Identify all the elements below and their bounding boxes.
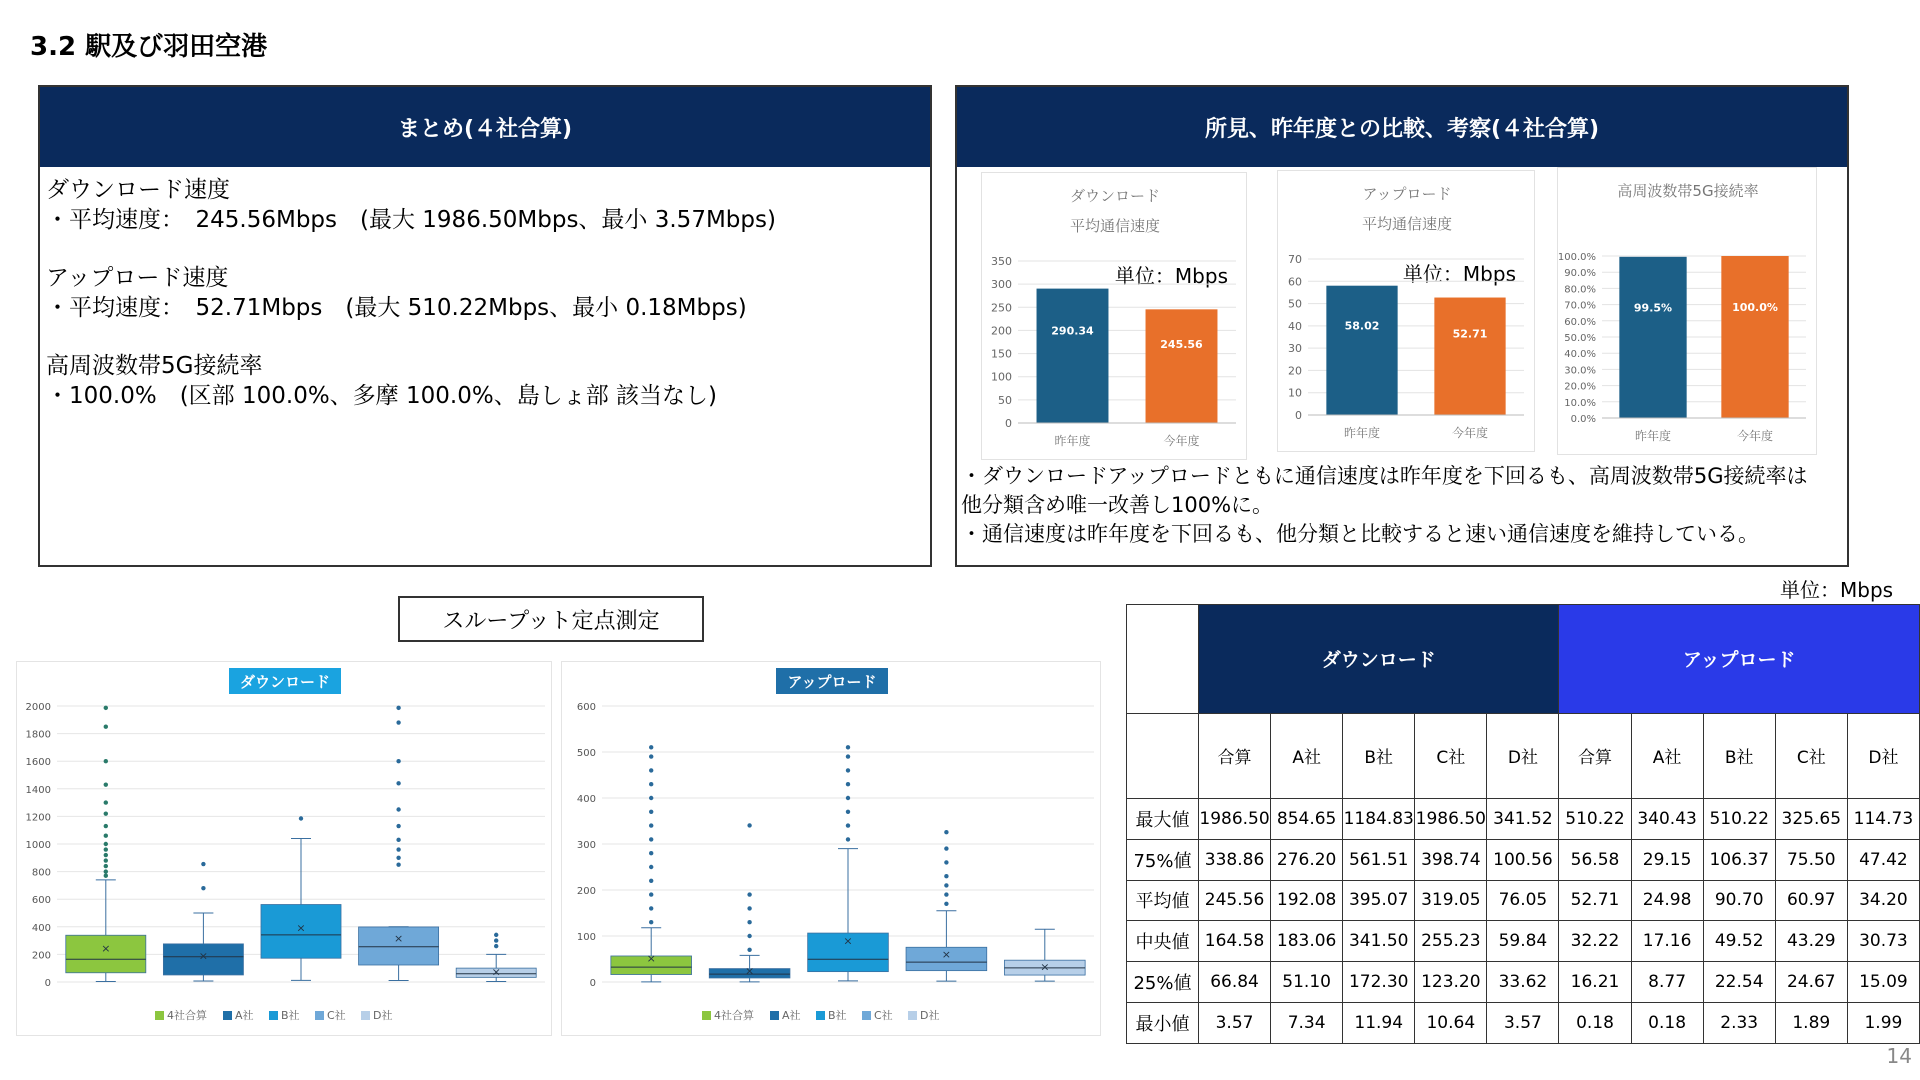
outlier-point <box>104 811 108 815</box>
outlier-point <box>649 823 653 827</box>
y-tick-label: 1600 <box>25 757 51 769</box>
findings-line-2: 他分類含め唯一改善し100%に。 <box>961 493 1274 517</box>
y-tick-label: 0 <box>1005 417 1012 430</box>
outlier-point <box>846 782 850 786</box>
table-cell: 15.09 <box>1847 962 1919 1003</box>
bar-1 <box>1146 309 1218 423</box>
x-tick-label: 今年度 <box>1163 434 1200 448</box>
outlier-point <box>396 706 400 710</box>
outlier-point <box>649 892 653 896</box>
y-tick-label: 1000 <box>25 840 51 851</box>
table-row <box>1127 798 1920 839</box>
table-corner-2 <box>1127 713 1199 798</box>
y-tick-label: 150 <box>991 347 1012 361</box>
table-cell: 8.77 <box>1631 962 1703 1003</box>
table-cell: 106.37 <box>1703 839 1775 880</box>
table-cell: 3.57 <box>1199 1003 1271 1044</box>
y-tick-label: 1800 <box>25 729 51 741</box>
y-tick-label: 10.0% <box>1564 397 1596 409</box>
table-download-header: ダウンロード <box>1199 605 1559 714</box>
outlier-point <box>104 759 108 763</box>
table-cell: 66.84 <box>1199 962 1271 1003</box>
column-header: A社 <box>1631 713 1703 798</box>
legend-label: A社 <box>782 1009 801 1022</box>
page-title: 3.2 駅及び羽田空港 <box>30 32 268 62</box>
box-title: ダウンロード <box>239 673 331 691</box>
chart-title-line: ダウンロード <box>1069 187 1161 205</box>
table-cell: 51.10 <box>1271 962 1343 1003</box>
table-cell: 22.54 <box>1703 962 1775 1003</box>
outlier-point <box>104 782 108 786</box>
row-label: 最小値 <box>1127 1003 1199 1044</box>
y-tick-label: 60 <box>1288 275 1302 289</box>
legend-swatch <box>223 1011 232 1020</box>
mean-marker: × <box>1040 960 1050 974</box>
table-cell: 24.98 <box>1631 880 1703 921</box>
y-tick-label: 10 <box>1288 386 1302 400</box>
outlier-point <box>104 800 108 804</box>
outlier-point <box>494 933 498 937</box>
y-tick-label: 0 <box>589 978 596 989</box>
outlier-point <box>104 725 108 729</box>
table-cell: 32.22 <box>1559 921 1631 962</box>
legend-swatch <box>702 1011 711 1020</box>
x-tick-label: 昨年度 <box>1634 429 1672 443</box>
y-tick-label: 300 <box>576 840 596 851</box>
mean-marker: × <box>101 942 111 956</box>
y-tick-label: 30.0% <box>1564 365 1596 377</box>
outlier-point <box>747 823 751 827</box>
outlier-point <box>944 830 948 834</box>
y-tick-label: 30 <box>1288 342 1302 356</box>
outlier-point <box>396 807 400 811</box>
upload-heading: アップロード速度 <box>46 265 229 291</box>
column-header: D社 <box>1847 713 1919 798</box>
bar-1 <box>1434 298 1505 415</box>
legend-label: A社 <box>235 1009 254 1022</box>
legend-swatch <box>155 1011 164 1020</box>
table-cell: 52.71 <box>1559 880 1631 921</box>
chart-unit-label: 単位：Mbps <box>1114 264 1228 288</box>
table-cell: 1.89 <box>1775 1003 1847 1044</box>
y-tick-label: 2000 <box>25 702 51 713</box>
table-cell: 276.20 <box>1271 839 1343 880</box>
table-cell: 17.16 <box>1631 921 1703 962</box>
outlier-point <box>747 948 751 952</box>
table-row <box>1127 1003 1920 1044</box>
mean-marker: × <box>744 964 755 978</box>
fiveg-line: ・100.0% (区部 100.0%、多摩 100.0%、島しょ部 該当なし) <box>46 383 717 409</box>
outlier-point <box>201 862 205 866</box>
table-row <box>1127 921 1920 962</box>
page-number: 14 <box>1886 1044 1912 1068</box>
y-tick-label: 200 <box>576 886 596 897</box>
table-row <box>1127 962 1920 1003</box>
outlier-point <box>846 754 850 758</box>
row-label: 平均値 <box>1127 880 1199 921</box>
outlier-point <box>944 846 948 850</box>
table-cell: 340.43 <box>1631 798 1703 839</box>
outlier-point <box>396 759 400 763</box>
y-tick-label: 600 <box>31 895 51 907</box>
table-cell: 1.99 <box>1847 1003 1919 1044</box>
throughput-label: スループット定点測定 <box>398 596 704 642</box>
x-tick-label: 今年度 <box>1736 429 1774 443</box>
bar-value-label: 100.0% <box>1732 301 1778 315</box>
table-cell: 1986.50 <box>1199 798 1271 839</box>
findings-line-1: ・ダウンロードアップロードともに通信速度は昨年度を下回るも、高周波数帯5G接続率は <box>961 464 1808 488</box>
y-tick-label: 80.0% <box>1564 284 1596 296</box>
outlier-point <box>201 886 205 890</box>
upload-avg-chart <box>1277 170 1535 452</box>
outlier-point <box>846 837 850 841</box>
table-cell: 43.29 <box>1775 921 1847 962</box>
bar-0 <box>1326 286 1397 415</box>
y-tick-label: 100 <box>991 370 1012 384</box>
legend-label: D社 <box>373 1009 393 1022</box>
y-tick-label: 1400 <box>25 784 51 796</box>
row-label: 25%値 <box>1127 962 1199 1003</box>
table-cell: 114.73 <box>1847 798 1919 839</box>
table-cell: 398.74 <box>1415 839 1487 880</box>
outlier-point <box>494 938 498 942</box>
fiveg-heading: 高周波数帯5G接続率 <box>46 353 263 379</box>
x-tick-label: 昨年度 <box>1054 434 1091 448</box>
legend-swatch <box>816 1011 825 1020</box>
legend-swatch <box>862 1011 871 1020</box>
outlier-point <box>944 902 948 906</box>
y-tick-label: 70 <box>1288 253 1302 266</box>
table-cell: 325.65 <box>1775 798 1847 839</box>
y-tick-label: 300 <box>991 278 1012 292</box>
mean-marker: × <box>393 931 404 945</box>
table-cell: 1986.50 <box>1415 798 1487 839</box>
outlier-point <box>649 920 653 924</box>
y-tick-label: 60.0% <box>1564 316 1596 328</box>
legend-label: B社 <box>828 1009 847 1022</box>
y-tick-label: 70.0% <box>1564 300 1596 312</box>
table-cell: 47.42 <box>1847 839 1919 880</box>
column-header: C社 <box>1415 713 1487 798</box>
table-cell: 319.05 <box>1415 880 1487 921</box>
y-tick-label: 100 <box>576 932 596 943</box>
legend-label: C社 <box>327 1009 346 1022</box>
outlier-point <box>649 745 653 749</box>
bar-value-label: 52.71 <box>1452 327 1488 341</box>
table-cell: 10.64 <box>1415 1003 1487 1044</box>
y-tick-label: 20.0% <box>1564 381 1596 393</box>
outlier-point <box>649 782 653 786</box>
mean-marker: × <box>296 921 306 935</box>
outlier-point <box>396 838 400 842</box>
table-cell: 0.18 <box>1631 1003 1703 1044</box>
y-tick-label: 0 <box>44 978 51 989</box>
y-tick-label: 50 <box>1288 297 1302 311</box>
table-corner <box>1127 605 1199 714</box>
column-header: 合算 <box>1199 713 1271 798</box>
y-tick-label: 90.0% <box>1564 268 1596 280</box>
legend-swatch <box>315 1011 324 1020</box>
download-line: ・平均速度： 245.56Mbps (最大 1986.50Mbps、最小 3.57Mbps) <box>46 207 776 233</box>
table-cell: 192.08 <box>1271 880 1343 921</box>
table-cell: 510.22 <box>1703 798 1775 839</box>
outlier-point <box>104 869 108 873</box>
table-cell: 164.58 <box>1199 921 1271 962</box>
bar-0 <box>1037 289 1109 423</box>
y-tick-label: 600 <box>576 702 596 713</box>
outlier-point <box>396 856 400 860</box>
table-cell: 1184.83 <box>1343 798 1415 839</box>
column-header: 合算 <box>1559 713 1631 798</box>
bar-1 <box>1721 256 1788 418</box>
bar-0 <box>1619 257 1686 418</box>
y-tick-label: 50.0% <box>1564 333 1596 344</box>
mean-marker: × <box>941 947 952 961</box>
mean-marker: × <box>491 965 501 979</box>
column-header: C社 <box>1775 713 1847 798</box>
outlier-point <box>649 879 653 883</box>
y-tick-label: 0.0% <box>1570 414 1596 425</box>
legend-label: 4社合算 <box>714 1009 754 1022</box>
table-cell: 561.51 <box>1343 839 1415 880</box>
outlier-point <box>944 860 948 864</box>
mean-marker: × <box>843 934 853 948</box>
outlier-point <box>846 823 850 827</box>
upload-line: ・平均速度： 52.71Mbps (最大 510.22Mbps、最小 0.18Mbps) <box>46 295 747 321</box>
legend-label: B社 <box>281 1009 300 1022</box>
table-row <box>1127 880 1920 921</box>
outlier-point <box>846 768 850 772</box>
table-cell: 33.62 <box>1487 962 1559 1003</box>
legend-label: C社 <box>874 1009 893 1022</box>
table-cell: 172.30 <box>1343 962 1415 1003</box>
table-cell: 2.33 <box>1703 1003 1775 1044</box>
summary-header: まとめ(４社合算) <box>40 87 930 167</box>
table-cell: 90.70 <box>1703 880 1775 921</box>
table-cell: 75.50 <box>1775 839 1847 880</box>
outlier-point <box>104 834 108 838</box>
table-cell: 854.65 <box>1271 798 1343 839</box>
outlier-point <box>846 796 850 800</box>
outlier-point <box>104 847 108 851</box>
table-cell: 341.52 <box>1487 798 1559 839</box>
outlier-point <box>747 920 751 924</box>
summary-body <box>40 167 930 447</box>
outlier-point <box>649 810 653 814</box>
outlier-point <box>396 781 400 785</box>
findings-panel <box>955 85 1849 567</box>
table-cell: 0.18 <box>1559 1003 1631 1044</box>
legend-swatch <box>770 1011 779 1020</box>
row-label: 75%値 <box>1127 839 1199 880</box>
table-cell: 100.56 <box>1487 839 1559 880</box>
mean-marker: × <box>198 949 209 963</box>
outlier-point <box>944 883 948 887</box>
y-tick-label: 50 <box>998 393 1012 407</box>
download-avg-chart <box>981 172 1247 460</box>
chart-unit-label: 単位：Mbps <box>1402 262 1516 286</box>
outlier-point <box>944 892 948 896</box>
outlier-point <box>747 892 751 896</box>
outlier-point <box>396 824 400 828</box>
table-cell: 60.97 <box>1775 880 1847 921</box>
table-unit-label: 単位：Mbps <box>1780 578 1894 602</box>
row-label: 最大値 <box>1127 798 1199 839</box>
bar-value-label: 99.5% <box>1633 301 1673 315</box>
legend-swatch <box>269 1011 278 1020</box>
table-cell: 123.20 <box>1415 962 1487 1003</box>
y-tick-label: 800 <box>31 867 51 879</box>
mean-marker: × <box>646 951 656 965</box>
outlier-point <box>104 842 108 846</box>
table-cell: 255.23 <box>1415 921 1487 962</box>
table-cell: 16.21 <box>1559 962 1631 1003</box>
outlier-point <box>747 934 751 938</box>
outlier-point <box>649 768 653 772</box>
outlier-point <box>747 906 751 910</box>
outlier-point <box>104 853 108 857</box>
y-tick-label: 20 <box>1288 364 1302 378</box>
outlier-point <box>649 796 653 800</box>
y-tick-label: 200 <box>31 950 51 962</box>
outlier-point <box>649 851 653 855</box>
fiveg-rate-chart <box>1557 167 1817 455</box>
upload-boxplot <box>561 661 1101 1036</box>
table-cell: 245.56 <box>1199 880 1271 921</box>
outlier-point <box>944 874 948 878</box>
y-tick-label: 400 <box>31 922 51 934</box>
outlier-point <box>396 847 400 851</box>
outlier-point <box>396 863 400 867</box>
table-cell: 29.15 <box>1631 839 1703 880</box>
table-row <box>1127 839 1920 880</box>
outlier-point <box>494 944 498 948</box>
y-tick-label: 350 <box>991 255 1012 268</box>
outlier-point <box>104 824 108 828</box>
table-cell: 395.07 <box>1343 880 1415 921</box>
outlier-point <box>104 858 108 862</box>
outlier-point <box>396 720 400 724</box>
row-label: 中央値 <box>1127 921 1199 962</box>
y-tick-label: 1200 <box>25 812 51 824</box>
table-cell: 341.50 <box>1343 921 1415 962</box>
y-tick-label: 40.0% <box>1564 349 1596 361</box>
table-cell: 7.34 <box>1271 1003 1343 1044</box>
legend-swatch <box>361 1011 370 1020</box>
outlier-point <box>299 816 303 820</box>
y-tick-label: 0 <box>1295 409 1302 422</box>
x-tick-label: 今年度 <box>1451 426 1489 440</box>
chart-title-line: 平均通信速度 <box>1069 217 1161 235</box>
legend-label: D社 <box>920 1009 940 1022</box>
legend-label: 4社合算 <box>167 1009 207 1022</box>
findings-line-3: ・通信速度は昨年度を下回るも、他分類と比較すると速い通信速度を維持している。 <box>961 522 1759 546</box>
summary-panel <box>38 85 932 567</box>
table-cell: 34.20 <box>1847 880 1919 921</box>
y-tick-label: 100.0% <box>1558 252 1596 263</box>
bar-value-label: 58.02 <box>1344 319 1380 333</box>
table-cell: 56.58 <box>1559 839 1631 880</box>
outlier-point <box>104 864 108 868</box>
y-tick-label: 200 <box>991 324 1012 338</box>
findings-text <box>961 462 1841 549</box>
outlier-point <box>104 706 108 710</box>
stats-table <box>1126 604 1920 1044</box>
table-cell: 510.22 <box>1559 798 1631 839</box>
table-upload-header: アップロード <box>1559 605 1920 714</box>
x-tick-label: 昨年度 <box>1343 426 1381 440</box>
table-cell: 59.84 <box>1487 921 1559 962</box>
chart-title-line: 高周波数帯5G接続率 <box>1617 182 1759 200</box>
bar-value-label: 245.56 <box>1160 337 1203 351</box>
chart-title-line: 平均通信速度 <box>1361 215 1453 233</box>
findings-header: 所見、昨年度との比較、考察(４社合算) <box>957 87 1847 167</box>
table-cell: 338.86 <box>1199 839 1271 880</box>
outlier-point <box>649 837 653 841</box>
table-cell: 76.05 <box>1487 880 1559 921</box>
table-cell: 3.57 <box>1487 1003 1559 1044</box>
y-tick-label: 400 <box>576 794 596 805</box>
table-cell: 11.94 <box>1343 1003 1415 1044</box>
outlier-point <box>846 810 850 814</box>
outlier-point <box>649 754 653 758</box>
chart-title-line: アップロード <box>1362 185 1452 203</box>
y-tick-label: 40 <box>1288 319 1302 333</box>
outlier-point <box>846 745 850 749</box>
box-title: アップロード <box>787 673 877 691</box>
table-cell: 24.67 <box>1775 962 1847 1003</box>
y-tick-label: 250 <box>991 301 1012 315</box>
table-cell: 49.52 <box>1703 921 1775 962</box>
column-header: B社 <box>1703 713 1775 798</box>
column-header: A社 <box>1271 713 1343 798</box>
bar-value-label: 290.34 <box>1051 324 1094 338</box>
outlier-point <box>104 874 108 878</box>
outlier-point <box>649 865 653 869</box>
legend-swatch <box>908 1011 917 1020</box>
table-cell: 183.06 <box>1271 921 1343 962</box>
download-heading: ダウンロード速度 <box>46 177 230 203</box>
table-cell: 30.73 <box>1847 921 1919 962</box>
column-header: B社 <box>1343 713 1415 798</box>
column-header: D社 <box>1487 713 1559 798</box>
y-tick-label: 500 <box>576 748 596 759</box>
outlier-point <box>649 906 653 910</box>
download-boxplot <box>16 661 552 1036</box>
